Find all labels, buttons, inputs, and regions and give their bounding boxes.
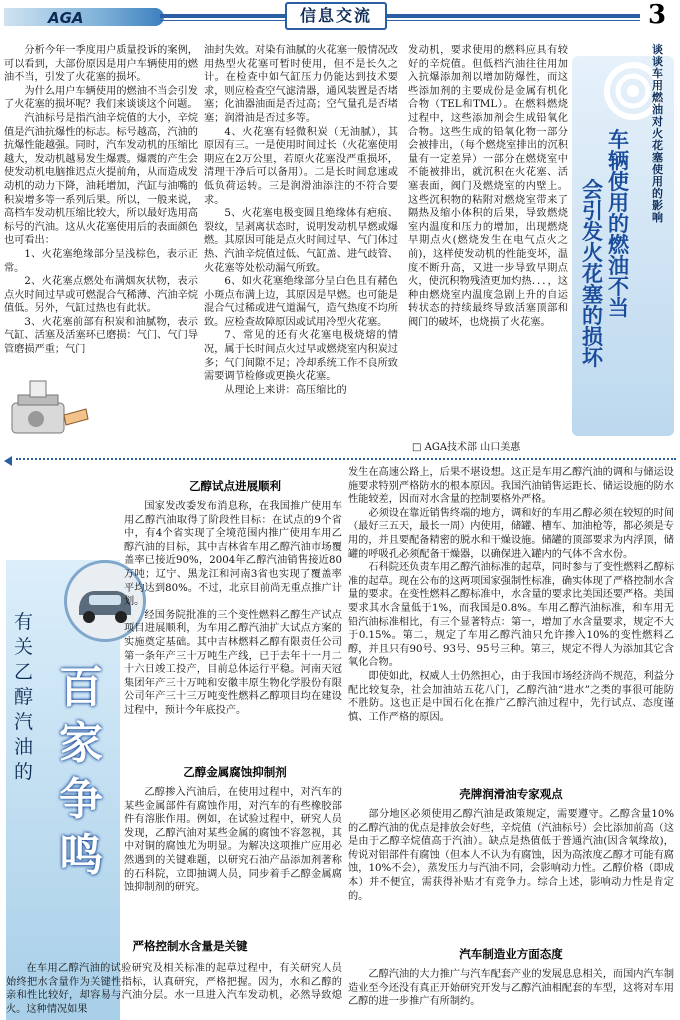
heading-corrosion-inhibitor: 乙醇金属腐蚀抑制剂 (183, 765, 287, 779)
article-ethanol-progress (124, 500, 342, 718)
logo-bar (4, 8, 164, 26)
paragraph: 分析今年一季度用户质量投诉的案例，可以看到，大部份原因是用户车辆使用的燃油不当，引发了火花塞的损坏。 (4, 45, 198, 84)
article-shell-expert (348, 808, 674, 903)
spark-plug-illustration (6, 375, 92, 445)
header-rule-thin (160, 20, 640, 21)
article-subtitle: 谈谈车用燃油对火花塞使用的影响 (652, 43, 663, 224)
paragraph: 2、火花塞点燃处布满烟灰状物，表示点火时间过早或可燃混合气稀薄、汽油辛烷值低。另外，气缸过热也有此状。 (4, 276, 198, 315)
paragraph: 油封失效。对染有油腻的火花塞一般情况改用热型火花塞可暂时使用，但不是长久之计。在检查中如气缸压力仍能达到技术要求，则应检查空气滤清器，通风装置是否堵塞；化油器油面是否过高；空气量孔是否堵塞；润滑油是否过多等。 (204, 45, 398, 124)
heading-water-content: 严格控制水含量是关键 (132, 939, 248, 953)
byline: □ AGA技术部 山口美惠 (412, 442, 521, 453)
paragraph: 7、常见的还有火花塞电极烧熔的情况，属于长时间点火过早或燃烧室内积炭过多；气门间隙不足；冷却系统工作不良所致需要调节检修或更换火花塞。 (204, 330, 398, 383)
paragraph: 发生在高速公路上，后果不堪设想。这正是车用乙醇汽油的调和与储运设施要求特别严格防水的根本原因。我国汽油销售运距长、储运设施的防水性能较差，因而对水含量的控制要格外严格。 (348, 467, 674, 506)
section-title: 信息交流 (285, 2, 387, 30)
paragraph: 5、火花塞电极变圆且绝缘体有疤痕、裂纹，呈剥离状态时，说明发动机早燃或爆燃。其原因可能是点火时间过早、气门体过热、汽油辛烷值过低、气缸盖、进气歧管、火花塞等处松动漏气所致。 (204, 208, 398, 274)
page-number: 3 (648, 0, 667, 30)
article-water-content-continued (348, 466, 674, 724)
paragraph: 6、如火花塞绝缘部分呈白色且有赭色小斑点布满上边，其原因是早燃。也可能是混合气过稀或进气道漏气，造气热度不均所致。应检查故障原因或试用冷型火花塞。 (204, 276, 398, 328)
paragraph: 汽油标号是指汽油辛烷值的大小，辛烷值是汽油抗爆性的标志。标号越高，汽油的抗爆性能越强。同时，汽车发动机的压缩比越大，发动机越易发生爆震。爆震的产生会使发动机电脑推迟点火提前角，从而造成发动机的动力下降，油耗增加，汽缸与油嘴的积炭增多等一系列后果。所以，一般来说，高档车发动机压缩比较大，所以最好选用高标号的汽油。这从火花塞使用后的表面颜色也可看出： (4, 112, 198, 247)
paragraph: 乙醇掺入汽油后，在使用过程中，对汽车的某些金属部件有腐蚀作用，对汽车的有些橡胶部件有溶胀作用。例如，在试验过程中，研究人员发现，乙醇汽油对某些金属的腐蚀不容忽视，其中对铜的腐蚀尤为明显。为解决这项推广应用必然遇到的关键难题，以研究石油产品添加剂著称的石科院，立即抽调人员，同步着手乙醇金属腐蚀抑制剂的研究。 (124, 787, 342, 894)
feature-small-title: 有关乙醇汽油的 (14, 611, 34, 783)
paragraph: 在车用乙醇汽油的试验研究及相关标准的起草过程中，有关研究人员始终把水含量作为关键性指标，认真研究，严格把握。因为，水和乙醇的亲和性比较好，却容易与汽油分层。水一旦进入汽车发动机，必然导致熄火。这种情况如果 (6, 963, 342, 1015)
top-article-column-1 (4, 44, 198, 357)
paragraph: 发动机，要求使用的燃料应具有较好的辛烷值。但低档汽油往往用加入抗爆添加剂以增加防爆性，而这些添加剂的主要成份是金属有机化合物（TEL和TML）。在燃料燃烧过程中，这些添加剂会生成铅氧化合物。这些生成的铅氧化物一部分会被排出，（每个燃烧室排出的沉积量有一定差异）一部分在燃烧室中不能被排出，就沉积在火花塞、活塞表面，阀门及燃烧室的内壁上。这些沉积物的粘附对燃烧室带来了隔热及缩小体积的后果，导致燃烧室内温度和压力的增加，出现燃烧早期点火(燃烧发生在电气点火之前)，这样使发动机的性能变坏，温度不断升高，又进一步导致早期点火，使沉积物残渣更加灼热．．．，这种由燃烧室内温度急剧上升的自运转状态的持续最终导致活塞顶部和阀门的破坏，也烧损了火花塞。 (408, 45, 568, 328)
article-water-content (6, 962, 342, 1016)
article-title-line2: 会引发火花塞的损坏 (582, 178, 603, 370)
paragraph: 国家发改委发布消息称，在我国推广使用车用乙醇汽油取得了阶段性目标：在试点的9个省中，有4个省实现了全境范围内推广使用车用乙醇汽油的目标，其中吉林省车用乙醇汽油市场覆盖率已接近90%，2004年乙醇汽油销售接近80万吨；辽宁、黑龙江和河南3省也实现了覆盖率平均达到80%。不过，北京目前尚无重点推广计划。 (124, 501, 342, 608)
article-title-line1: 车辆使用的燃油不当 (608, 128, 629, 320)
separator-arrow-icon (2, 452, 14, 464)
paragraph: 乙醇汽油的大力推广与汽车配套产业的发展息息相关，而国内汽车制造业至今还没有真正开始研究开发与乙醇汽油相配套的车型，这将对车用乙醇的进一步推广有所制约。 (348, 969, 675, 1008)
header-rule (160, 14, 640, 18)
paragraph: 1、火花塞绝缘部分呈浅棕色，表示正常。 (4, 248, 198, 274)
paragraph: 石科院还负责车用乙醇汽油标准的起草，同时参与了变性燃料乙醇标准的起草。现在公布的这两项国家强制性标准，确实体现了严格控制水含量的要求。在变性燃料乙醇标准中，水含量的要求比美国还要严格。美国要求其水含量低于1%，而我国是0.8%。车用乙醇汽油标准，和车用无铅汽油标准相比，有三个显著特点：第一，增加了水含量要求，规定不大于0.15%。第二，规定了车用乙醇汽油只允许掺入10%的变性燃料乙醇，并且只有90号、93号、95号三种。第三，规定不得人为添加其它含氧化合物。 (348, 562, 675, 669)
top-article-column-3 (408, 44, 568, 329)
paragraph: 部分地区必须使用乙醇汽油是政策规定，需要遵守。乙醇含量10%的乙醇汽油的优点是排放会好些，辛烷值（汽油标号）会比添加前高（这是由于乙醇辛烷值高于汽油）。缺点是热值低于普通汽油(因含氧缘故)，传说对铝部件有腐蚀（但本人不认为有腐蚀，因为高浓度乙醇才可能有腐蚀，10%不会），蒸发压力与汽油不同，会影响动力性。乙醇价格（即成本）并不便宜，需获得补贴才有竞争力。综合上述，影响动力性是肯定的。 (348, 809, 674, 902)
paragraph: 4、火花塞有轻微积炭（无油腻），其原因有三。一是使用时间过长（火花塞使用期应在2万公里，若原火花塞没严重损坏，清理干净后可以备用）。二是长时间怠速或低负荷运转。三是润滑油添注的不符合要求。 (204, 126, 398, 206)
heading-auto-industry: 汽车制造业方面态度 (459, 947, 563, 961)
paragraph: 经国务院批准的三个变性燃料乙醇生产试点项目进展顺利，为车用乙醇汽油扩大试点方案的实施奠定基础。其中吉林燃料乙醇有限责任公司第一条年产三十万吨生产线，已于去年十一月二十六日竣工投产，目前总体运行平稳。河南天冠集团年产三十万吨和安徽丰原生物化学股份有限公司年产三十三万吨变性燃料乙醇项目均在建设过程中，预计今年底投产。 (124, 609, 342, 716)
paragraph: 3、火花塞前部有积炭和油腻物，表示气缸、活塞及活塞环已磨损：气门、气门导管磨损严重；气门 (4, 316, 198, 356)
paragraph: 必须设在靠近销售终端的地方，调和好的车用乙醇必须在较短的时间（最好三五天，最长一周）内使用，储罐、槽车、加油枪等，都必须是专用的，并且要配备精密的脱水和干燥设施。储罐的顶部要求为内浮顶，储罐的呼吸孔必须配备干燥器，以确保进入罐内的气体不含水份。 (348, 507, 675, 560)
paragraph: 为什么用户车辆使用的燃油不当会引发了火花塞的损坏呢？我们来谈谈这个问题。 (4, 85, 198, 111)
feature-big-title: 百家争鸣 (59, 662, 103, 881)
article-auto-industry (348, 968, 674, 1009)
top-article-column-2 (204, 44, 398, 397)
article-corrosion-inhibitor (124, 786, 342, 895)
section-separator (16, 458, 676, 460)
heading-shell-expert: 壳牌润滑油专家观点 (459, 787, 563, 801)
paragraph: 即使如此，权威人士仍然担心，由于我国市场经济尚不规范，利益分配比较复杂，社会加油站五花八门，乙醇汽油“进水”之类的事很可能防不胜防。这也正是中国石化在推广乙醇汽油过程中，先行试点、态度谨慎、工作严格的原因。 (348, 670, 675, 723)
paragraph: 从理论上来讲：高压缩比的 (224, 384, 347, 396)
aga-logo: AGA (48, 9, 84, 27)
heading-ethanol-progress: 乙醇试点进展顺利 (189, 479, 281, 493)
